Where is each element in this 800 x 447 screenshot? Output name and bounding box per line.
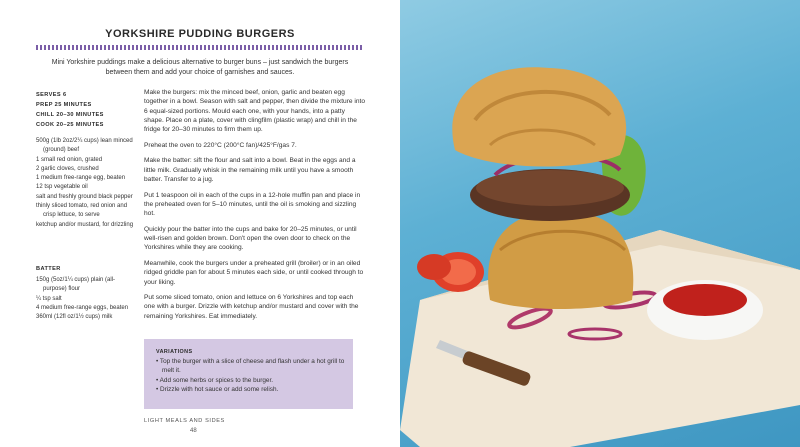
batter-heading: BATTER: [36, 266, 61, 272]
variation-text: Top the burger with a slice of cheese and flash under a hot grill to melt it.: [159, 358, 345, 375]
ingredient-item: salt and freshly ground black pepper: [36, 193, 133, 200]
variation-text: Add some herbs or spices to the burger.: [159, 376, 273, 384]
ingredient-item: thinly sliced tomato, red onion and crisp lettuce, to serve: [36, 203, 128, 219]
section-footer: LIGHT MEALS AND SIDES: [144, 418, 225, 424]
serves-line: SERVES 6: [36, 92, 67, 98]
prep-line: PREP 25 MINUTES: [36, 102, 92, 108]
ingredient-item: 2 garlic cloves, crushed: [36, 165, 99, 172]
method-step: Make the batter: sift the flour and salt into a bowl. Beat in the eggs and a little milk. Gradually whisk in the remaining milk until you have a smooth batter. Transfer to a jug.: [144, 157, 356, 183]
ketchup: [663, 284, 747, 316]
recipe-meta: [36, 90, 136, 130]
title-rule: [36, 45, 364, 50]
recipe-intro: Mini Yorkshire puddings make a delicious alternative to burger buns – just sandwich the burgers between them and add your choice of garnishes and sauces.: [51, 59, 349, 76]
ingredient-item: 4 medium free-range eggs, beaten: [36, 304, 129, 311]
burger-photo-illustration: [400, 0, 800, 447]
ingredient-item: 1 small red onion, grated: [36, 156, 103, 163]
ingredient-item: ketchup and/or mustard, for drizzling: [36, 221, 134, 228]
ingredient-item: 12 tsp vegetable oil: [36, 184, 88, 191]
method-step: Meanwhile, cook the burgers under a preheated grill (broiler) or in an oiled ridged griddle pan for about 5 minutes each side, or until cooked through to your liking.: [144, 259, 364, 286]
variation-item: • Top the burger with a slice of cheese and flash under a hot grill to melt it.: [156, 358, 345, 375]
method-step: Preheat the oven to 220°C (200°C fan)/425°F/gas 7.: [144, 141, 297, 149]
yorkshire-pudding-bottom: [488, 212, 633, 309]
batter-ingredients: [36, 276, 136, 322]
method-step: Put 1 teaspoon oil in each of the cups in a 12-hole muffin pan and place in the preheated oven for 5–10 minutes, until the oil is smoking and sizzling hot.: [144, 191, 361, 218]
page-number: 48: [190, 428, 197, 434]
method-steps: [144, 88, 366, 327]
ingredient-item: 1 medium free-range egg, beaten: [36, 175, 126, 182]
cook-line: COOK 20–25 MINUTES: [36, 122, 104, 128]
burger-ingredients: [36, 137, 136, 230]
variation-item: • Drizzle with hot sauce or add some relish.: [156, 385, 279, 393]
food-photo: [400, 0, 800, 447]
variations-list: [156, 357, 348, 394]
chill-line: CHILL 20–30 MINUTES: [36, 112, 104, 118]
tomato-slice: [417, 254, 451, 280]
variation-text: Drizzle with hot sauce or add some relish.: [160, 385, 279, 393]
recipe-title: YORKSHIRE PUDDING BURGERS: [105, 28, 295, 40]
variations-title: VARIATIONS: [156, 349, 193, 355]
ingredient-item: 150g (5oz/1¼ cups) plain (all-purpose) flour: [36, 277, 116, 293]
variation-item: • Add some herbs or spices to the burger.: [156, 376, 273, 384]
ingredient-item: 360ml (12fl oz/1½ cups) milk: [36, 314, 113, 321]
method-step: Put some sliced tomato, onion and lettuce on 6 Yorkshires and top each one with a burger. Drizzle with ketchup and/or mustard and cover with the remaining Yorkshires. Eat immediately.: [144, 294, 359, 320]
method-step: Make the burgers: mix the minced beef, onion, garlic and beaten egg together in a bowl. Season with salt and pepper, then divide the mixture into 6 equal-sized portions. Mould each one, with your hands, into a patty shape. Place on a plate, cover with clingfilm (plastic wrap) and chill in the fridge for 20–30 minutes to firm them up.: [144, 89, 366, 134]
ingredient-item: 500g (1lb 2oz/2¼ cups) lean minced (ground) beef: [36, 138, 133, 154]
ingredient-item: ¼ tsp salt: [36, 295, 62, 302]
variations-box: [144, 339, 353, 409]
method-step: Quickly pour the batter into the cups and bake for 20–25 minutes, or until well-risen and golden brown. Don't open the oven door to check on the Yorkshires while they are cooking.: [144, 225, 357, 252]
